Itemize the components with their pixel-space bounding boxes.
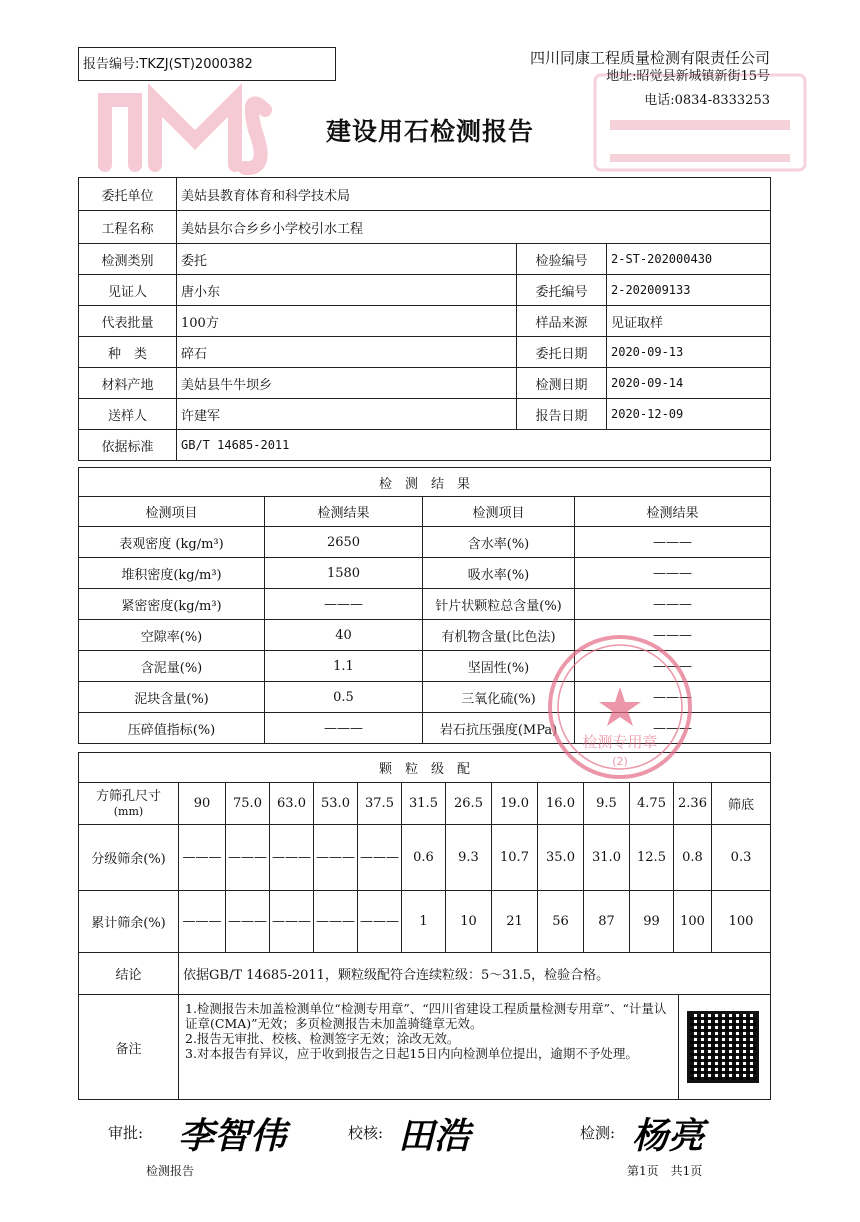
qr-cell [679, 995, 771, 1100]
result-value: 1580 [265, 558, 423, 589]
cumulative-cell: 1 [402, 891, 446, 953]
result-value2: ——— [575, 620, 771, 651]
result-item2: 吸水率(%) [423, 558, 575, 589]
page-indicator: 第1页 共1页 [627, 1164, 703, 1178]
project-value: 美姑县尔合乡乡小学校引水工程 [177, 211, 771, 244]
standard-value: GB/T 14685-2011 [177, 430, 771, 461]
report-date-value: 2020-12-09 [607, 399, 771, 430]
commission-date-label: 委托日期 [517, 337, 607, 368]
fraction-cell: 31.0 [584, 825, 630, 891]
fraction-cell: 10.7 [492, 825, 538, 891]
batch-label: 代表批量 [79, 306, 177, 337]
remarks-text [179, 995, 679, 1100]
result-item: 含泥量(%) [79, 651, 265, 682]
project-label: 工程名称 [79, 211, 177, 244]
cumulative-cell: 10 [446, 891, 492, 953]
sieve-label: 方筛孔尺寸 [95, 788, 161, 804]
result-item: 紧密密度(kg/m³) [79, 589, 265, 620]
kind-label: 种 类 [79, 337, 177, 368]
fraction-cell: 0.8 [674, 825, 712, 891]
cumulative-cell: 99 [630, 891, 674, 953]
results-row [79, 527, 771, 558]
fraction-label: 分级筛余(%) [79, 825, 179, 891]
test-signature: 杨亮 [632, 1115, 705, 1157]
company-name: 四川同康工程质量检测有限责任公司 [529, 49, 770, 67]
result-value2: ——— [575, 682, 771, 713]
client-label: 委托单位 [79, 178, 177, 211]
result-value2: ——— [575, 651, 771, 682]
remarks-label: 备注 [79, 995, 179, 1100]
result-item2: 含水率(%) [423, 527, 575, 558]
cumulative-cell: 21 [492, 891, 538, 953]
conclusion-label: 结论 [79, 953, 179, 995]
sieve-cell: 4.75 [630, 783, 674, 825]
company-address: 地址:昭觉县新城镇新街15号 [606, 69, 770, 84]
remark-line-1: 1.检测报告未加盖检测单位“检测专用章”、“四川省建设工程质量检测专用章”、“计量认证章(CMA)”无效；多页检测报告未加盖骑缝章无效。 [185, 1001, 667, 1031]
remarks-table [78, 994, 771, 1100]
results-row [79, 558, 771, 589]
fraction-cell: 35.0 [538, 825, 584, 891]
test-date-value: 2020-09-14 [607, 368, 771, 399]
cumulative-cell: ——— [226, 891, 270, 953]
standard-label: 依据标准 [79, 430, 177, 461]
result-item2: 针片状颗粒总含量(%) [423, 589, 575, 620]
sieve-cell: 筛底 [712, 783, 771, 825]
result-item: 空隙率(%) [79, 620, 265, 651]
remark-line-2: 2.报告无审批、校核、检测签字无效；涂改无效。 [185, 1031, 460, 1046]
result-item: 泥块含量(%) [79, 682, 265, 713]
check-signature: 田浩 [398, 1115, 471, 1157]
company-phone: 电话:0834-8333253 [644, 93, 770, 108]
results-col-result: 检测结果 [265, 497, 423, 527]
result-value2: ——— [575, 713, 771, 744]
source-label: 样品来源 [517, 306, 607, 337]
category-label: 检测类别 [79, 244, 177, 275]
sieve-cell: 31.5 [402, 783, 446, 825]
footer-left: 检测报告 [146, 1164, 195, 1178]
result-value2: ——— [575, 527, 771, 558]
result-value: 2650 [265, 527, 423, 558]
origin-label: 材料产地 [79, 368, 177, 399]
results-row [79, 589, 771, 620]
grading-table [78, 752, 771, 995]
fraction-cell: ——— [314, 825, 358, 891]
result-item2: 岩石抗压强度(MPa) [423, 713, 575, 744]
sieve-cell: 90 [179, 783, 226, 825]
sieve-cell: 53.0 [314, 783, 358, 825]
grading-section-title: 颗 粒 级 配 [79, 753, 771, 783]
fraction-cell: ——— [358, 825, 402, 891]
result-value2: ——— [575, 558, 771, 589]
stamp-text: 检测专用章 [582, 733, 658, 751]
result-value2: ——— [575, 589, 771, 620]
result-item: 表观密度 (kg/m³) [79, 527, 265, 558]
category-value: 委托 [177, 244, 517, 275]
origin-value: 美姑县牛牛坝乡 [177, 368, 517, 399]
commission-no-label: 委托编号 [517, 275, 607, 306]
report-title: 建设用石检测报告 [325, 117, 534, 146]
qr-code-icon [687, 1011, 759, 1083]
result-value: 40 [265, 620, 423, 651]
fraction-cell: 0.6 [402, 825, 446, 891]
result-item: 堆积密度(kg/m³) [79, 558, 265, 589]
client-value: 美姑县教育体育和科学技术局 [177, 178, 771, 211]
sieve-cell: 16.0 [538, 783, 584, 825]
sieve-unit: (mm) [113, 804, 144, 818]
remark-line-3: 3.对本报告有异议，应于收到报告之日起15日内向检测单位提出，逾期不予处理。 [185, 1046, 638, 1061]
commission-date-value: 2020-09-13 [607, 337, 771, 368]
witness-value: 唐小东 [177, 275, 517, 306]
result-item2: 有机物含量(比色法) [423, 620, 575, 651]
kind-value: 碎石 [177, 337, 517, 368]
sieve-cell: 26.5 [446, 783, 492, 825]
commission-no-value: 2-202009133 [607, 275, 771, 306]
inspection-stamp [545, 632, 695, 782]
fraction-cell: 9.3 [446, 825, 492, 891]
fraction-cell: 0.3 [712, 825, 771, 891]
result-value: ——— [265, 713, 423, 744]
conclusion-text: 依据GB/T 14685-2011，颗粒级配符合连续粒级：5～31.5，检验合格。 [179, 953, 771, 995]
cumulative-cell: 100 [712, 891, 771, 953]
result-value: ——— [265, 589, 423, 620]
inspect-no-value: 2-ST-202000430 [607, 244, 771, 275]
witness-label: 见证人 [79, 275, 177, 306]
sender-value: 许建军 [177, 399, 517, 430]
approve-label: 审批: [108, 1124, 144, 1142]
approve-signature: 李智伟 [178, 1115, 287, 1157]
cumulative-cell: 100 [674, 891, 712, 953]
fraction-cell: ——— [270, 825, 314, 891]
result-item2: 坚固性(%) [423, 651, 575, 682]
results-col-item2: 检测项目 [423, 497, 575, 527]
fraction-cell: ——— [179, 825, 226, 891]
batch-value: 100方 [177, 306, 517, 337]
cumulative-cell: ——— [358, 891, 402, 953]
cumulative-cell: ——— [314, 891, 358, 953]
cumulative-cell: 56 [538, 891, 584, 953]
cumulative-cell: 87 [584, 891, 630, 953]
sieve-cell: 63.0 [270, 783, 314, 825]
test-date-label: 检测日期 [517, 368, 607, 399]
fraction-cell: 12.5 [630, 825, 674, 891]
sender-label: 送样人 [79, 399, 177, 430]
report-date-label: 报告日期 [517, 399, 607, 430]
result-value: 1.1 [265, 651, 423, 682]
cumulative-label: 累计筛余(%) [79, 891, 179, 953]
sieve-cell: 9.5 [584, 783, 630, 825]
fraction-cell: ——— [226, 825, 270, 891]
sieve-cell: 75.0 [226, 783, 270, 825]
result-value: 0.5 [265, 682, 423, 713]
results-col-result2: 检测结果 [575, 497, 771, 527]
source-value: 见证取样 [607, 306, 771, 337]
cumulative-cell: ——— [270, 891, 314, 953]
sieve-cell: 19.0 [492, 783, 538, 825]
inspect-no-label: 检验编号 [517, 244, 607, 275]
report-number: 报告编号:TKZJ(ST)2000382 [78, 47, 336, 81]
info-table [78, 177, 771, 461]
sieve-label-cell [79, 783, 179, 825]
result-item: 压碎值指标(%) [79, 713, 265, 744]
stamp-number: (2) [612, 755, 628, 768]
sieve-cell: 2.36 [674, 783, 712, 825]
sieve-cell: 37.5 [358, 783, 402, 825]
results-col-item: 检测项目 [79, 497, 265, 527]
result-item2: 三氧化硫(%) [423, 682, 575, 713]
cumulative-cell: ——— [179, 891, 226, 953]
test-label: 检测: [580, 1124, 616, 1142]
results-section-title: 检 测 结 果 [79, 468, 771, 497]
check-label: 校核: [348, 1124, 384, 1142]
